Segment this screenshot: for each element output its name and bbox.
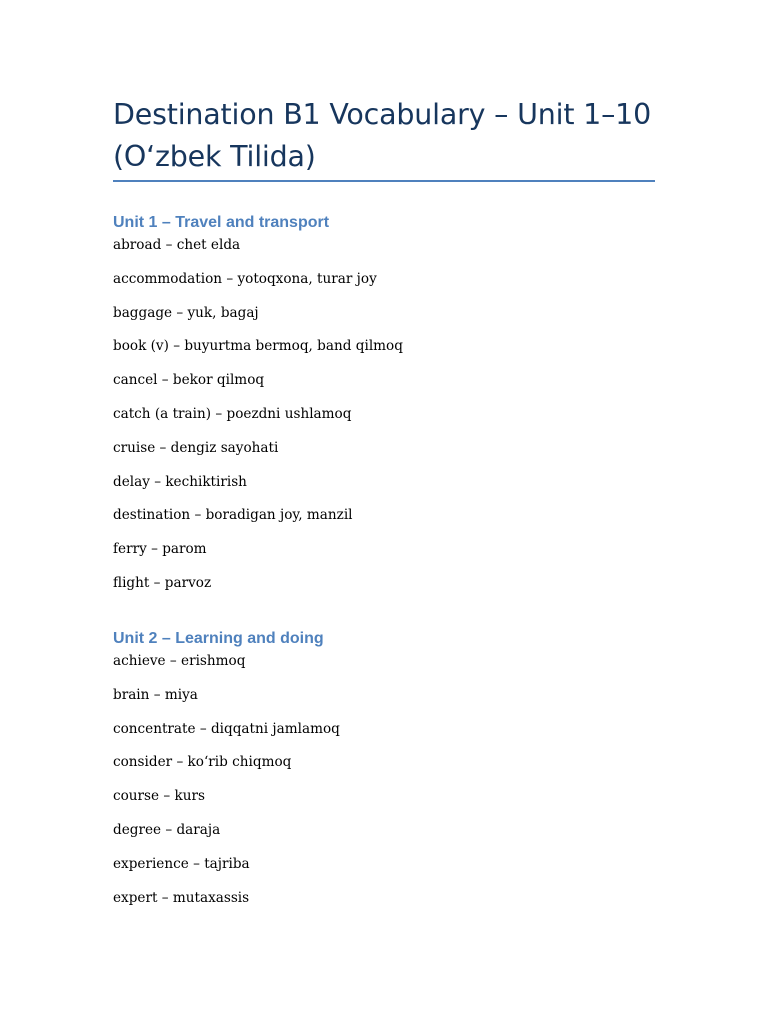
vocab-entry: expert – mutaxassis	[113, 889, 250, 906]
vocab-entry: brain – miya	[113, 686, 198, 703]
vocab-entry: abroad – chet elda	[113, 237, 241, 253]
vocab-entry: cruise – dengiz sayohati	[113, 439, 279, 456]
vocab-entry: cancel – bekor qilmoq	[113, 372, 265, 389]
vocab-entry: concentrate – diqqatni jamlamoq	[113, 720, 340, 737]
vocab-entry: flight – parvoz	[113, 574, 212, 591]
unit-1-heading: Unit 1 – Travel and transport	[113, 214, 330, 231]
unit-1-word-list	[113, 235, 673, 607]
unit-2-section	[113, 627, 673, 921]
unit-2-word-list	[113, 651, 673, 921]
vocab-entry: degree – daraja	[113, 821, 221, 838]
vocab-entry: catch (a train) – poezdni ushlamoq	[113, 405, 352, 422]
vocab-entry: delay – kechiktirish	[113, 473, 247, 490]
page-title	[113, 94, 673, 178]
vocab-entry: book (v) – buyurtma bermoq, band qilmoq	[113, 338, 403, 355]
vocab-entry: course – kurs	[113, 788, 205, 805]
vocab-entry: achieve – erishmoq	[113, 653, 246, 669]
vocab-entry: accommodation – yotoqxona, turar joy	[113, 270, 377, 287]
unit-2-heading: Unit 2 – Learning and doing	[113, 630, 324, 647]
vocab-entry: experience – tajriba	[113, 855, 250, 872]
unit-1-section	[113, 211, 673, 607]
title-underline	[113, 180, 655, 182]
page-title-line-1: Destination B1 Vocabulary – Unit 1–10	[113, 98, 652, 131]
vocab-entry: destination – boradigan joy, manzil	[113, 507, 353, 524]
vocab-entry: baggage – yuk, bagaj	[113, 304, 259, 321]
vocab-entry: consider – ko‘rib chiqmoq	[113, 754, 292, 771]
vocab-entry: ferry – parom	[113, 541, 207, 558]
page-title-line-2: (O‘zbek Tilida)	[113, 140, 316, 173]
